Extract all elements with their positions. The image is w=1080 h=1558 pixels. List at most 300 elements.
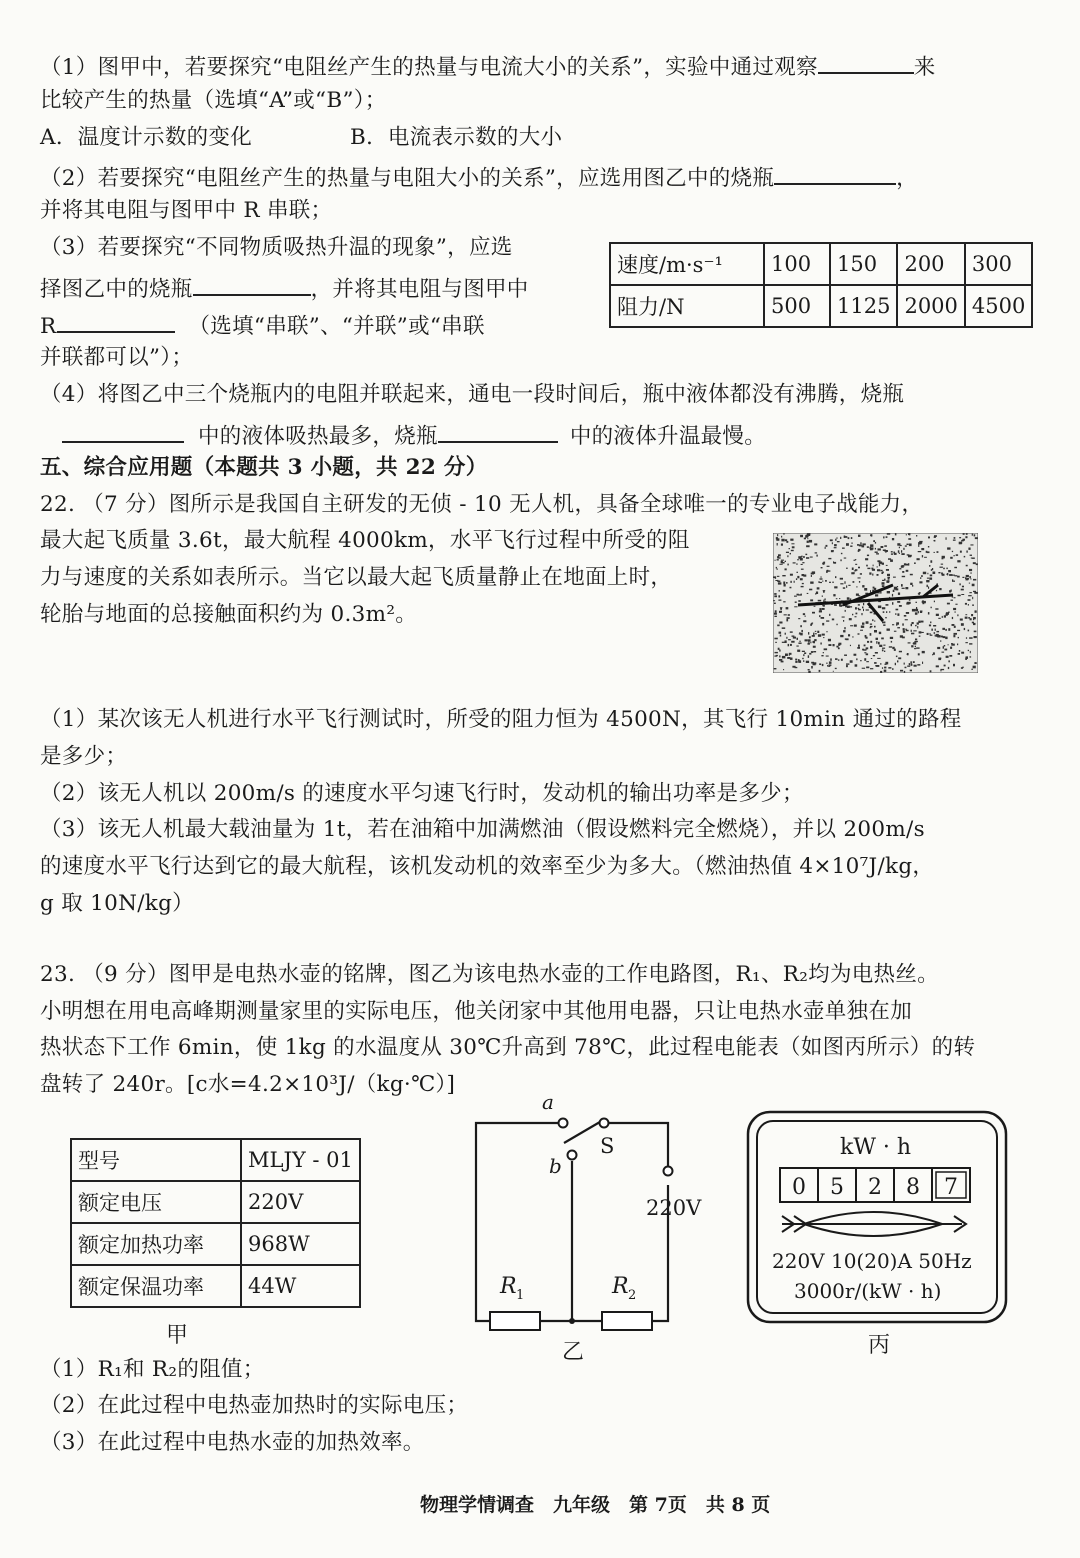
photo-grain bbox=[776, 569, 778, 570]
answer-blank[interactable] bbox=[57, 307, 175, 333]
meter-digit: 5 bbox=[830, 1175, 844, 1200]
photo-grain bbox=[916, 602, 917, 603]
photo-grain bbox=[877, 560, 880, 562]
photo-grain bbox=[931, 607, 932, 609]
photo-grain bbox=[877, 658, 880, 659]
photo-grain bbox=[860, 660, 861, 661]
photo-grain bbox=[953, 635, 955, 638]
q23-line3: 热状态下工作 6min，使 1kg 的水温度从 30℃升高到 78℃，此过程电能表（如图丙所示）的转 bbox=[40, 1035, 976, 1060]
photo-grain bbox=[843, 630, 845, 632]
photo-grain bbox=[840, 559, 841, 561]
photo-grain bbox=[870, 633, 872, 636]
q22-line4: 轮胎与地面的总接触面积约为 0.3m²。 bbox=[40, 602, 418, 627]
photo-grain bbox=[856, 586, 857, 587]
photo-grain bbox=[787, 617, 790, 619]
q22-sub1-line2: 是多少； bbox=[40, 744, 128, 769]
photo-grain bbox=[944, 649, 947, 651]
photo-grain bbox=[862, 543, 865, 545]
photo-grain bbox=[928, 537, 930, 539]
meter-digit: 2 bbox=[868, 1175, 882, 1200]
photo-grain bbox=[877, 574, 879, 576]
photo-grain bbox=[826, 631, 827, 632]
photo-grain bbox=[863, 603, 864, 605]
photo-grain bbox=[972, 534, 973, 536]
photo-grain bbox=[878, 606, 881, 609]
photo-grain bbox=[920, 611, 922, 614]
photo-grain bbox=[902, 588, 905, 589]
table-cell: 220V bbox=[241, 1181, 360, 1223]
photo-grain bbox=[948, 667, 949, 669]
photo-grain bbox=[935, 629, 936, 631]
photo-grain bbox=[822, 581, 823, 582]
photo-grain bbox=[830, 658, 832, 660]
photo-grain bbox=[775, 610, 777, 612]
q22-line1: 22. （7 分）图所示是我国自主研发的无侦 - 10 无人机，具备全球唯一的专业电子战能力， bbox=[40, 492, 924, 517]
photo-grain bbox=[828, 558, 831, 559]
photo-grain bbox=[915, 646, 916, 648]
photo-grain bbox=[823, 637, 824, 638]
photo-grain bbox=[914, 562, 916, 564]
photo-grain bbox=[973, 617, 976, 619]
photo-grain bbox=[946, 612, 949, 615]
photo-grain bbox=[893, 577, 896, 578]
photo-grain bbox=[879, 645, 882, 647]
photo-grain bbox=[888, 667, 891, 669]
photo-grain bbox=[810, 599, 813, 601]
photo-grain bbox=[840, 605, 842, 607]
photo-grain bbox=[793, 637, 796, 639]
photo-grain bbox=[952, 597, 954, 598]
photo-grain bbox=[937, 551, 939, 553]
photo-grain bbox=[965, 536, 967, 538]
photo-grain bbox=[790, 644, 792, 646]
photo-grain bbox=[852, 636, 853, 637]
photo-grain bbox=[899, 651, 902, 653]
photo-grain bbox=[823, 562, 825, 565]
photo-grain bbox=[838, 643, 841, 645]
photo-grain bbox=[797, 576, 799, 578]
photo-grain bbox=[840, 578, 843, 580]
photo-grain bbox=[805, 616, 806, 617]
photo-grain bbox=[930, 622, 931, 624]
photo-grain bbox=[779, 650, 780, 652]
photo-grain bbox=[822, 596, 823, 597]
photo-grain bbox=[917, 641, 918, 642]
photo-grain bbox=[795, 602, 797, 603]
photo-grain bbox=[795, 659, 797, 661]
photo-grain bbox=[898, 593, 900, 595]
photo-grain bbox=[954, 567, 957, 568]
table-cell: 额定加热功率 bbox=[71, 1223, 241, 1265]
photo-grain bbox=[907, 544, 909, 545]
table-cell: 2000 bbox=[897, 285, 964, 327]
photo-grain bbox=[887, 574, 890, 576]
photo-grain bbox=[867, 546, 869, 548]
table-cell: 100 bbox=[764, 243, 830, 285]
photo-grain bbox=[846, 638, 849, 640]
photo-grain bbox=[791, 543, 794, 544]
drone-photo bbox=[773, 533, 978, 673]
photo-grain bbox=[784, 614, 787, 615]
photo-grain bbox=[874, 626, 876, 628]
photo-grain bbox=[841, 553, 843, 554]
photo-grain bbox=[800, 535, 803, 537]
photo-grain bbox=[970, 544, 973, 545]
photo-grain bbox=[957, 576, 960, 578]
photo-grain bbox=[904, 563, 906, 565]
photo-grain bbox=[959, 583, 960, 585]
table-cell: 300 bbox=[965, 243, 1032, 285]
photo-grain bbox=[965, 617, 968, 619]
photo-grain bbox=[786, 619, 788, 621]
q21-part4-line1: （4）将图乙中三个烧瓶内的电阻并联起来，通电一段时间后，瓶中液体都没有沸腾，烧瓶 bbox=[40, 382, 905, 407]
photo-grain bbox=[884, 651, 885, 652]
photo-grain bbox=[929, 565, 930, 567]
photo-grain bbox=[870, 624, 872, 625]
photo-grain bbox=[953, 608, 956, 610]
photo-grain bbox=[862, 585, 864, 587]
photo-grain bbox=[774, 616, 777, 617]
answer-blank[interactable] bbox=[193, 270, 311, 296]
photo-grain bbox=[875, 594, 878, 596]
photo-grain bbox=[794, 596, 797, 597]
photo-grain bbox=[858, 645, 860, 647]
photo-grain bbox=[969, 583, 970, 584]
photo-grain bbox=[936, 665, 939, 667]
photo-grain bbox=[819, 608, 821, 610]
photo-grain bbox=[812, 572, 815, 574]
photo-grain bbox=[970, 651, 971, 653]
drag-speed-table bbox=[609, 242, 1033, 328]
photo-grain bbox=[808, 671, 810, 673]
photo-grain bbox=[780, 608, 782, 610]
photo-grain bbox=[808, 669, 810, 670]
table-cell: 200 bbox=[897, 243, 964, 285]
photo-grain bbox=[775, 642, 777, 643]
photo-grain bbox=[840, 537, 841, 539]
photo-grain bbox=[803, 575, 806, 577]
photo-grain bbox=[834, 547, 837, 548]
answer-blank[interactable] bbox=[438, 417, 558, 443]
photo-grain bbox=[954, 537, 956, 539]
photo-grain bbox=[889, 611, 890, 613]
photo-grain bbox=[777, 625, 779, 627]
photo-grain bbox=[900, 670, 903, 672]
photo-grain bbox=[859, 545, 862, 547]
photo-grain bbox=[854, 654, 857, 656]
photo-grain bbox=[960, 619, 963, 621]
photo-grain bbox=[892, 594, 893, 597]
photo-grain bbox=[946, 568, 947, 570]
photo-grain bbox=[786, 607, 789, 609]
photo-grain bbox=[968, 548, 970, 550]
photo-grain bbox=[864, 645, 866, 647]
photo-grain bbox=[927, 585, 928, 587]
photo-grain bbox=[821, 567, 823, 568]
photo-grain bbox=[796, 563, 797, 564]
photo-grain bbox=[906, 570, 909, 572]
photo-grain bbox=[948, 660, 950, 662]
photo-grain bbox=[774, 603, 776, 604]
photo-grain bbox=[960, 551, 962, 553]
photo-grain bbox=[915, 609, 918, 612]
photo-grain bbox=[861, 626, 864, 628]
photo-grain bbox=[942, 556, 945, 559]
photo-grain bbox=[935, 608, 938, 609]
photo-grain bbox=[961, 594, 964, 595]
photo-grain bbox=[855, 559, 856, 560]
label-r2: R bbox=[612, 1274, 629, 1299]
photo-grain bbox=[814, 606, 816, 607]
photo-grain bbox=[863, 609, 864, 611]
photo-grain bbox=[836, 646, 838, 648]
photo-grain bbox=[903, 628, 905, 630]
photo-grain bbox=[885, 617, 887, 618]
q21-option-a: A．温度计示数的变化 bbox=[40, 125, 253, 150]
photo-grain bbox=[962, 539, 965, 541]
answer-blank[interactable] bbox=[62, 417, 184, 443]
photo-grain bbox=[945, 629, 947, 631]
photo-grain bbox=[801, 594, 802, 596]
photo-grain bbox=[971, 614, 973, 616]
photo-grain bbox=[833, 671, 834, 672]
photo-grain bbox=[854, 625, 857, 627]
photo-grain bbox=[865, 637, 867, 639]
photo-grain bbox=[852, 568, 854, 571]
table-row bbox=[71, 1139, 360, 1181]
photo-grain bbox=[884, 667, 886, 669]
photo-grain bbox=[789, 653, 792, 655]
photo-grain bbox=[822, 608, 825, 610]
photo-grain bbox=[804, 652, 806, 654]
photo-grain bbox=[942, 616, 943, 618]
photo-grain bbox=[858, 604, 860, 605]
photo-grain bbox=[928, 612, 930, 614]
photo-grain bbox=[901, 565, 904, 567]
photo-grain bbox=[864, 588, 867, 591]
photo-grain bbox=[850, 645, 851, 646]
photo-grain bbox=[943, 646, 944, 649]
photo-grain bbox=[898, 657, 901, 659]
photo-grain bbox=[934, 552, 935, 553]
photo-grain bbox=[806, 557, 809, 559]
photo-grain bbox=[941, 669, 944, 670]
q22-sub1-line1: （1）某次该无人机进行水平飞行测试时，所受的阻力恒为 4500N，其飞行 10min 通过的路程 bbox=[40, 707, 962, 732]
photo-grain bbox=[850, 660, 853, 663]
photo-grain bbox=[933, 625, 936, 627]
photo-grain bbox=[965, 658, 967, 660]
photo-grain bbox=[905, 667, 907, 669]
photo-grain bbox=[921, 632, 924, 633]
photo-grain bbox=[825, 580, 827, 582]
photo-grain bbox=[808, 643, 810, 645]
photo-grain bbox=[819, 615, 820, 617]
photo-grain bbox=[803, 556, 805, 558]
photo-grain bbox=[790, 539, 793, 541]
photo-grain bbox=[870, 627, 872, 628]
label-r2-sub: 2 bbox=[628, 1288, 637, 1303]
photo-grain bbox=[902, 637, 905, 639]
photo-grain bbox=[782, 656, 786, 659]
photo-grain bbox=[846, 663, 849, 664]
photo-grain bbox=[866, 667, 869, 669]
photo-grain bbox=[867, 641, 869, 643]
photo-grain bbox=[830, 539, 833, 541]
photo-grain bbox=[807, 541, 809, 543]
photo-grain bbox=[803, 654, 804, 656]
photo-grain bbox=[809, 540, 812, 543]
photo-grain bbox=[934, 540, 935, 542]
photo-grain bbox=[870, 641, 872, 643]
photo-grain bbox=[882, 649, 884, 651]
photo-grain bbox=[806, 661, 809, 663]
photo-grain bbox=[908, 533, 910, 535]
photo-grain bbox=[899, 605, 902, 607]
photo-grain bbox=[949, 655, 952, 657]
answer-blank[interactable] bbox=[818, 48, 914, 74]
photo-grain bbox=[970, 618, 972, 620]
photo-grain bbox=[786, 552, 789, 553]
table-cell: MLJY - 01 bbox=[241, 1139, 360, 1181]
photo-grain bbox=[819, 670, 821, 672]
photo-grain bbox=[966, 565, 968, 567]
photo-grain bbox=[833, 644, 835, 646]
photo-grain bbox=[910, 574, 913, 576]
photo-grain bbox=[952, 551, 953, 552]
photo-grain bbox=[847, 606, 850, 608]
photo-grain bbox=[968, 595, 972, 596]
photo-grain bbox=[801, 569, 804, 570]
photo-grain bbox=[905, 619, 908, 620]
photo-grain bbox=[790, 587, 792, 589]
photo-grain bbox=[970, 555, 972, 556]
photo-grain bbox=[941, 573, 943, 575]
photo-grain bbox=[826, 656, 829, 657]
photo-grain bbox=[899, 553, 900, 554]
photo-grain bbox=[882, 563, 884, 565]
photo-grain bbox=[912, 609, 915, 612]
photo-grain bbox=[814, 543, 817, 545]
terminal-a bbox=[559, 1119, 568, 1128]
photo-grain bbox=[893, 552, 895, 554]
photo-grain bbox=[887, 533, 890, 534]
photo-grain bbox=[779, 622, 782, 624]
q21-part3-line3: R （选填“串联”、“并联”或“串联 bbox=[40, 307, 485, 342]
photo-grain bbox=[866, 565, 868, 567]
photo-grain bbox=[919, 631, 922, 633]
photo-grain bbox=[833, 594, 835, 596]
photo-grain bbox=[909, 544, 912, 547]
photo-grain bbox=[805, 554, 807, 555]
photo-grain bbox=[867, 568, 870, 569]
photo-grain bbox=[796, 646, 798, 647]
photo-grain bbox=[816, 555, 817, 557]
photo-grain bbox=[895, 613, 897, 614]
photo-grain bbox=[972, 558, 975, 559]
photo-grain bbox=[883, 536, 884, 538]
photo-grain bbox=[870, 626, 873, 627]
photo-grain bbox=[917, 558, 920, 560]
photo-grain bbox=[886, 604, 889, 606]
photo-grain bbox=[913, 661, 915, 663]
photo-grain bbox=[911, 624, 912, 626]
photo-grain bbox=[892, 668, 893, 670]
photo-grain bbox=[827, 566, 830, 567]
photo-grain bbox=[972, 584, 975, 587]
photo-grain bbox=[798, 600, 801, 602]
photo-grain bbox=[873, 655, 875, 656]
photo-grain bbox=[849, 618, 852, 620]
photo-grain bbox=[785, 654, 788, 657]
photo-grain bbox=[876, 665, 879, 667]
photo-grain bbox=[779, 659, 782, 661]
photo-grain bbox=[864, 652, 866, 653]
photo-grain bbox=[809, 533, 810, 535]
meter-digits bbox=[780, 1168, 970, 1202]
photo-grain bbox=[848, 585, 850, 586]
photo-grain bbox=[823, 652, 824, 653]
photo-grain bbox=[836, 598, 838, 599]
table-cell: 44W bbox=[241, 1265, 360, 1307]
photo-grain bbox=[802, 583, 804, 584]
photo-grain bbox=[777, 580, 778, 582]
photo-grain bbox=[927, 578, 929, 579]
photo-grain bbox=[785, 640, 787, 643]
supply-terminal-top bbox=[664, 1167, 673, 1176]
photo-grain bbox=[827, 665, 828, 667]
photo-grain bbox=[923, 572, 926, 575]
photo-grain bbox=[789, 548, 791, 549]
photo-grain bbox=[959, 650, 960, 652]
photo-grain bbox=[906, 534, 907, 535]
photo-grain bbox=[861, 613, 862, 615]
photo-grain bbox=[969, 592, 972, 593]
photo-grain bbox=[957, 614, 958, 616]
photo-grain bbox=[820, 643, 821, 645]
photo-grain bbox=[829, 664, 832, 666]
answer-blank[interactable] bbox=[774, 159, 896, 185]
photo-grain bbox=[877, 566, 878, 567]
photo-grain bbox=[778, 582, 782, 584]
photo-grain bbox=[870, 534, 872, 536]
photo-grain bbox=[800, 625, 802, 627]
table-cell: 额定保温功率 bbox=[71, 1265, 241, 1307]
photo-grain bbox=[855, 607, 857, 609]
photo-grain bbox=[774, 668, 777, 669]
photo-grain bbox=[894, 587, 897, 589]
photo-grain bbox=[817, 631, 819, 633]
photo-grain bbox=[835, 539, 836, 541]
photo-grain bbox=[954, 555, 955, 556]
photo-grain bbox=[777, 559, 779, 560]
photo-grain bbox=[848, 634, 850, 636]
photo-grain bbox=[862, 623, 864, 625]
photo-grain bbox=[908, 563, 909, 565]
photo-grain bbox=[785, 568, 787, 570]
photo-grain bbox=[896, 656, 898, 658]
label-r1: R bbox=[500, 1274, 517, 1299]
photo-grain bbox=[918, 545, 919, 547]
photo-grain bbox=[845, 610, 846, 612]
photo-grain bbox=[965, 577, 967, 579]
photo-grain bbox=[863, 649, 866, 650]
photo-grain bbox=[835, 576, 836, 578]
photo-grain bbox=[881, 546, 884, 548]
photo-grain bbox=[791, 550, 794, 551]
photo-grain bbox=[903, 548, 904, 550]
photo-grain bbox=[881, 572, 883, 574]
photo-grain bbox=[921, 548, 924, 550]
